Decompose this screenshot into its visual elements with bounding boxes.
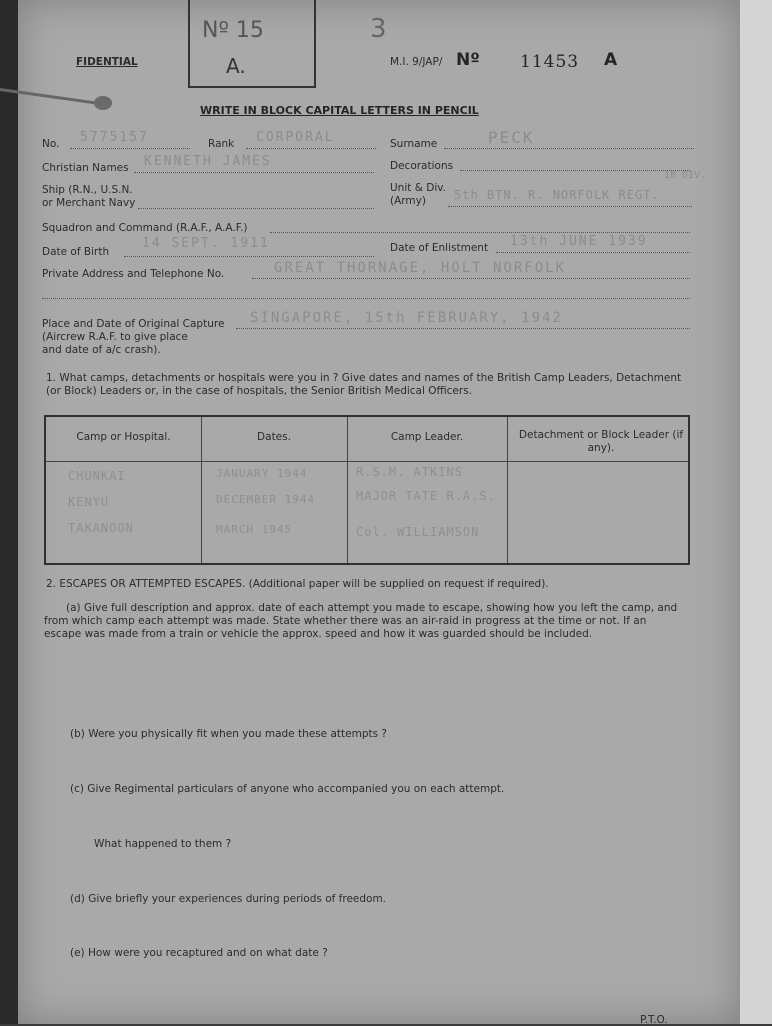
question-2c: (c) Give Regimental particulars of anyone who accompanied you on each attempt. [70,783,505,795]
address-line-2 [42,298,690,299]
serial-number: 11453 [520,52,580,72]
table-header-divider [46,461,688,462]
string-knot [94,96,112,110]
surname-line [444,148,694,149]
question-1-line-1: 1. What camps, detachments or hospitals were you in ? Give dates and names of the British Camp Leaders, Detachment [46,372,682,384]
capture-line [236,328,690,329]
stamp-scribble: 3 [370,14,387,44]
next-page-edge [740,0,772,1024]
capture-label-2: (Aircrew R.A.F. to give place [42,331,188,343]
camps-table [44,415,690,565]
question-2b: (b) Were you physically fit when you made these attempts ? [70,728,387,740]
christian-label: Christian Names [42,162,129,174]
stamp-letter: A. [226,54,246,78]
dob-value: 14 SEPT. 1911 [142,236,270,251]
dob-label: Date of Birth [42,246,110,258]
dob-line [124,256,374,257]
confidential-label: FIDENTIAL [76,56,138,68]
table-cell-dates: MARCH 1945 [216,523,293,536]
question-2c-followup: What happened to them ? [94,838,232,850]
rank-line [246,148,376,149]
table-cell-leader: MAJOR TATE R.A.S. [356,489,496,503]
ship-label-2: or Merchant Navy [42,197,136,209]
no-label: No. [42,138,60,150]
unit-value: 5th BTN. R. NORFOLK REGT. [454,188,660,202]
question-2e: (e) How were you recaptured and on what date ? [70,947,328,959]
ship-line [138,208,374,209]
capture-value: SINGAPORE, 15th FEBRUARY, 1942 [250,310,563,326]
table-cell-camp: KENYU [68,495,110,509]
table-cell-dates: JANUARY 1944 [216,467,308,480]
unit-line [448,206,692,207]
file-stamp-box [188,0,316,88]
address-value: GREAT THORNAGE, HOLT NORFOLK [274,260,567,276]
address-label: Private Address and Telephone No. [42,268,225,280]
table-cell-dates: DECEMBER 1944 [216,493,316,506]
decorations-line [460,170,690,171]
table-header-camp: Camp or Hospital. [76,431,171,443]
capture-label-3: and date of a/c crash). [42,344,161,356]
christian-value: KENNETH JAMES [144,154,272,169]
question-2a-line-1: (a) Give full description and approx. date of each attempt you made to escape, showing how you left the camp, and [66,602,678,614]
christian-line [134,172,374,173]
table-header-detachment: Detachment or Block Leader (if any). [518,429,684,454]
table-header-leader: Camp Leader. [390,431,464,443]
pto-label: P.T.O. [640,1014,668,1026]
surname-value: PECK [488,128,535,147]
form-code: M.I. 9/JAP/ [390,56,443,68]
unit-label-1: Unit & Div. [390,182,446,194]
unit-note: 18 DIV. [664,170,707,181]
table-cell-leader: Col. WILLIAMSON [356,525,480,539]
decorations-label: Decorations [390,160,454,172]
enlist-label: Date of Enlistment [390,242,489,254]
no-value: 5775157 [80,130,149,145]
question-2a-line-3: escape was made from a train or vehicle the approx. speed and how it was guarded should be included. [44,628,593,640]
serial-suffix: A [604,50,618,70]
table-cell-leader: R.S.M. ATKINS [356,465,463,479]
enlist-line [496,252,690,253]
rank-label: Rank [208,138,235,150]
unit-label-2: (Army) [390,195,426,207]
enlist-value: 13th JUNE 1939 [510,234,648,249]
squadron-line [270,232,690,233]
question-2-title: 2. ESCAPES OR ATTEMPTED ESCAPES. (Additional paper will be supplied on request if required). [46,578,549,590]
ship-label-1: Ship (R.N., U.S.N. [42,184,133,196]
table-cell-camp: CHUNKAI [68,469,126,483]
capture-label-1: Place and Date of Original Capture [42,318,225,330]
instruction-heading: WRITE IN BLOCK CAPITAL LETTERS IN PENCIL [200,104,479,117]
surname-label: Surname [390,138,438,150]
address-line [252,278,690,279]
question-1-line-2: (or Block) Leaders or, in the case of hospitals, the Senior British Medical Officers. [46,385,473,397]
rank-value: CORPORAL [256,130,335,145]
form-page [18,0,740,1024]
no-line [70,148,190,149]
background-edge [0,0,18,1024]
table-divider [507,417,508,563]
question-2a-line-2: from which camp each attempt was made. State whether there was an air-raid in progress at the time or not. If an [44,615,647,627]
table-header-dates: Dates. [257,431,291,443]
question-2d: (d) Give briefly your experiences during periods of freedom. [70,893,387,905]
number-prefix: Nº [456,50,480,70]
table-cell-camp: TAKANOON [68,521,134,535]
squadron-label: Squadron and Command (R.A.F., A.A.F.) [42,222,248,234]
stamp-number: Nº 15 [202,18,264,43]
